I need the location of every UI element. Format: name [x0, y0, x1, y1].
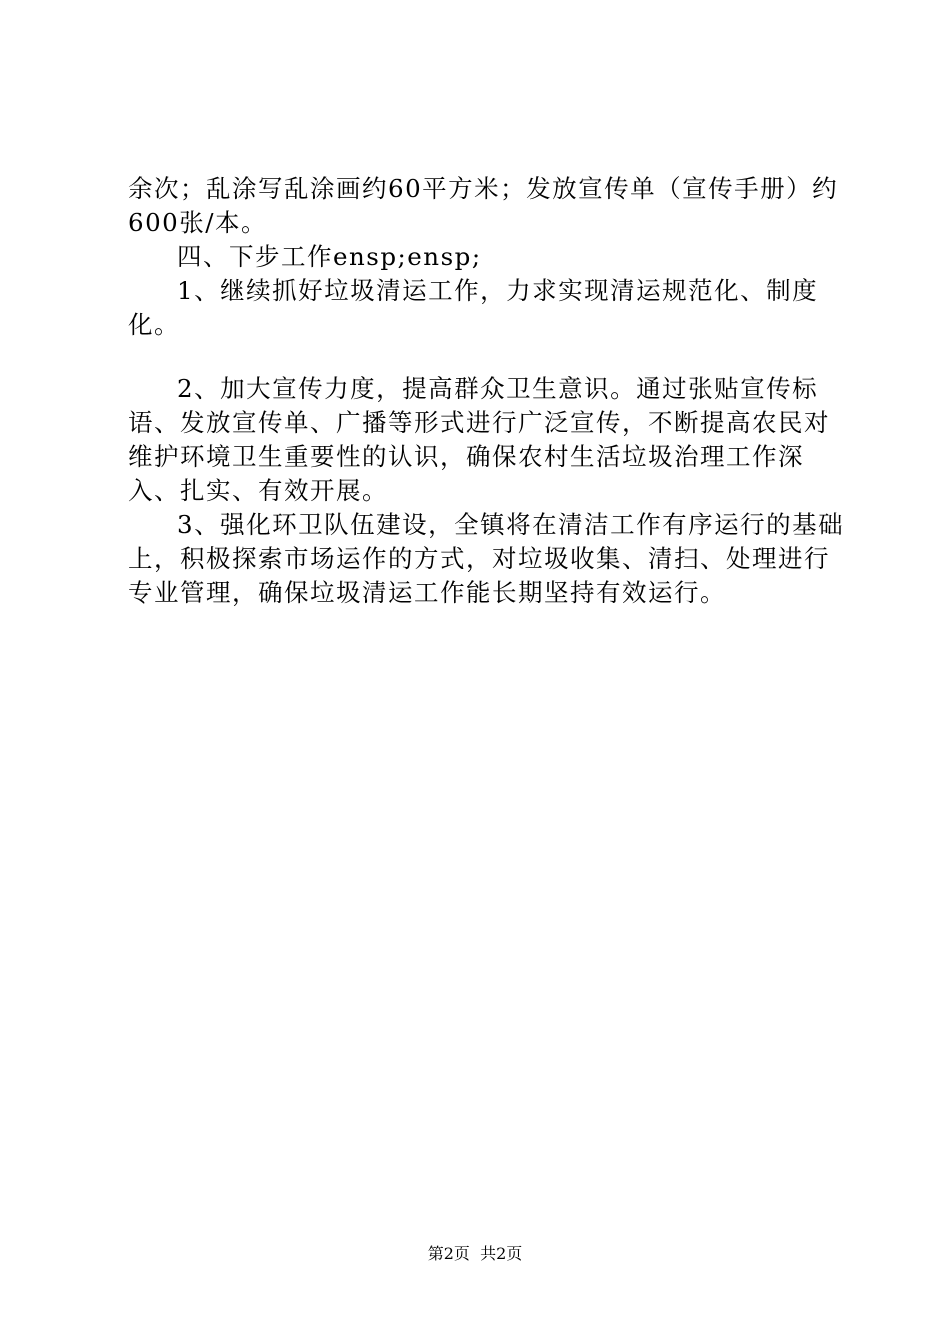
section-heading-next-steps: 四、下步工作ensp;ensp;: [177, 242, 482, 271]
list-item-1: 1、继续抓好垃圾清运工作，力求实现清运规范化、制度化。: [128, 276, 819, 339]
page-footer: [0, 1243, 950, 1265]
page-number-label: 第2页 共2页: [427, 1244, 523, 1263]
list-item-2: 2、加大宣传力度，提高群众卫生意识。通过张贴宣传标语、发放宣传单、广播等形式进行广泛宣传，不断提高农民对维护环境卫生重要性的认识，确保农村生活垃圾治理工作深入、扎实、有效开展。: [128, 374, 830, 505]
list-item-3: 3、强化环卫队伍建设，全镇将在清洁工作有序运行的基础上，积极探索市场运作的方式，对垃圾收集、清扫、处理进行专业管理，确保垃圾清运工作能长期坚持有效运行。: [128, 510, 845, 607]
document-body: [128, 172, 850, 610]
paragraph-continuation: 余次；乱涂写乱涂画约60平方米；发放宣传单（宣传手册）约600张/本。: [128, 174, 839, 237]
